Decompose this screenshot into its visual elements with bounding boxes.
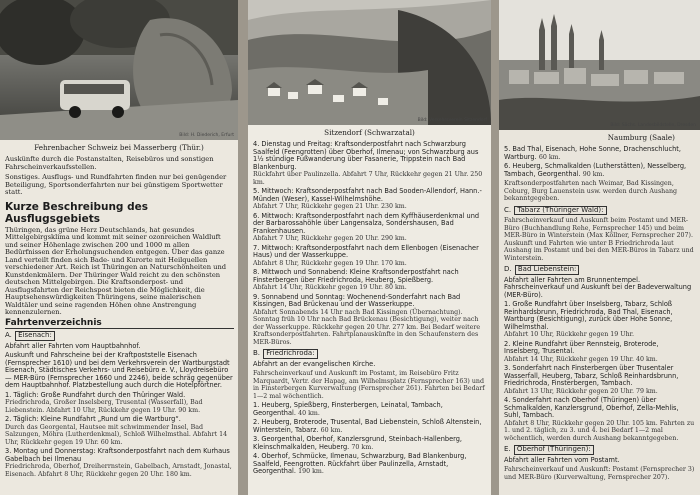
list-item: 4. Oberhof, Schmücke, Ilmenau, Schwarzburg, Bad Blankenburg, Saalfeld, Feengrotten. Rückfahrt über Paulinzella, Arnstadt, Georgenthal. 190 km.: [253, 452, 467, 475]
info-paragraph: Sonstiges. Ausflugs- und Rundfahrten finden nur bei genügender Beteiligung, Sportsonderfahrten nur bei günstigem Sportwetter statt.: [5, 173, 227, 196]
description-text: Thüringen, das grüne Herz Deutschlands, hat gesundes Mittelgebirgsklima und kommt mit seiner ozonreichen Waldluft und seiner Höhenlage zwischen 200 und 1000 m allen Bedürfnissen der Erholungsuchenden entgegen. Über das ganze Land verteilt finden sich Bade- und Kurorte mit Heilquellen verschiedener Art. Reich ist Thüringen an Naturschönheiten und Kunstdenkmälern. Der Thüringer Wald reicht zu den schönsten deutschen Mittelgebirgen. Die Kraftsonderpost- und Ausflugsfahrten der Reichspost bieten die Möglichkeit, die Hauptsehenswürdigkeiten Thüringens, seine malerischen Waldtäler und seine ragenden Höhen ohne Anstrengung kennenzulernen.: [5, 225, 227, 316]
list-item: 3. Georgenthal, Oberhof, Kanzlersgrund, Steinbach-Hallenberg, Kleinschmalkalden, Heuberg. 70 km.: [253, 435, 463, 451]
location-letter: D.: [504, 265, 512, 273]
photo-sitzendorf: [248, 0, 491, 125]
photo-caption: Naumburg (Saale): [607, 133, 675, 142]
list-item: 5. Bad Thal, Eisenach, Hohe Sonne, Drachenschlucht, Wartburg. 60 km.: [504, 145, 681, 161]
page-fold: [238, 0, 248, 495]
list-item: 1. Heuberg, Spießberg, Finsterbergen, Leinatal, Tambach, Georgenthal. 40 km.: [253, 401, 443, 417]
list-item: 5. Mittwoch: Kraftsonderpostfahrt nach Bad Sooden-Allendorf, Hann.-Münden (Weser), Kassel-Wilhelmshöhe. Abfahrt 7 Uhr, Rückkehr gegen 21 Uhr. 230 km.: [253, 187, 482, 210]
brochure-panel-right: [499, 0, 700, 495]
list-item: 9. Sonnabend und Sonntag: Wochenend-Sonderfahrt nach Bad Kissingen, Bad Brückenau und der Wasserkuppe. Abfahrt Sonnabends 14 Uhr nach Bad Kissingen (Übernachtung). Sonntag früh 10 Uhr nach Bad Brückenau (Besichtigung), weiter nach der Wasserkuppe. Rückkehr gegen 20 Uhr. 277 km. Bei Bedarf weitere Kraftsonderpostfahrten. Fahrtplanauskünfte in den Schaufenstern des MER-Büros.: [253, 292, 481, 346]
photo-fehrenbacher-schweiz: [0, 0, 238, 140]
section-heading: Fahrtenverzeichnis: [5, 320, 234, 330]
list-item: Abfahrt an der evangelischen Kirche.: [253, 359, 376, 368]
list-item: Abfahrt aller Fahrten am Brunnentempel. Fahrscheinverkauf und Auskunft bei der Badeverwaltung (MER-Büro).: [504, 275, 692, 299]
list-item: 8. Mittwoch und Sonnabend: Kleine Kraftsonderpostfahrt nach Finsterbergen über Friedrichroda, Heuberg, Spießberg. Abfahrt 14 Uhr, Rückkehr gegen 19 Uhr. 80 km.: [253, 268, 459, 291]
description-heading: Kurze Beschreibung des Ausflugsgebiets: [5, 200, 148, 225]
list-item: Auskunft und Fahrscheine bei der Kraftpoststelle Eisenach (Fernsprecher 1610) und bei dem Verkehrsverein der Wartburgstadt Eisenach, Städtisches Verkehrs- und Reisebüro e. V., Lloydreisebüro — MER-Büro (Fernsprecher 1660 und 2246), beide schräg gegenüber dem Hauptbahnhof. Platzbestellung auch durch die Hotelpförtner.: [5, 351, 233, 389]
location-heading: [5, 331, 234, 341]
photo-credit: Bild: H. Diederich, Erfurt: [179, 133, 234, 138]
location-heading: [253, 349, 487, 359]
list-item: 7. Mittwoch: Kraftsonderpostfahrt nach dem Ellenbogen (Eisenacher Haus) und der Wasserkuppe. Abfahrt 8 Uhr, Rückkehr gegen 19 Uhr. 170 km.: [253, 243, 479, 267]
list-item: 2. Heuberg, Broterode, Trusental, Bad Liebenstein, Schloß Altenstein, Winterstein, Tabarz. 60 km.: [253, 418, 482, 434]
brochure-panel-middle: [248, 0, 491, 495]
info-paragraph: Auskünfte durch die Postanstalten, Reisebüros und sonstigen Fahrscheinverkaufsstellen.: [5, 155, 214, 171]
photo-caption: Fehrenbacher Schweiz bei Masserberg (Thür.): [34, 143, 204, 152]
location-name: Eisenach:: [15, 331, 55, 341]
list-item: Kraftsonderpostfahrten nach Weimar, Bad Kissingen, Coburg, Burg Lauenstein usw. werden durch Aushang bekanntgegeben.: [504, 180, 678, 202]
list-item: Fahrscheinverkauf und Auskunft beim Postamt und MER-Büro (Buchhandlung Rehe, Fernsprecher 145) und beim MER-Büro in Winterstein (Max Köllner, Fernsprecher 207). Auskunft und Fahrten wie unter B Friedrichroda laut Aushang im Postamt und bei den MER-Büros in Tabarz und Winterstein.: [504, 217, 694, 262]
list-item: Abfahrt aller Fahrten vom Hauptbahnhof.: [5, 341, 141, 350]
photo-naumburg: [499, 0, 700, 130]
list-item: 1. Große Rundfahrt über Inselsberg, Tabarz, Schloß Reinhardsbrunn, Friedrichroda, Bad Thal, Eisenach, Wartburg (Besichtigung), zurück über Hohe Sonne, Wilhelmsthal. Abfahrt 10 Uhr, Rückkehr gegen 19 Uhr.: [504, 300, 673, 338]
list-item: 4. Sonderfahrt nach Oberhof (Thüringen) über Schmalkalden, Kanzlersgrund, Oberhof, Zella-Mehlis, Suhl, Tambach. Abfahrt 8 Uhr, Rückkehr gegen 20 Uhr. 105 km. Fahrten zu 1. und 2. täglich, zu 3. und 4. bei Bedarf 1—2 mal wöchentlich, werden durch Aushang bekanntgegeben.: [504, 396, 695, 442]
location-heading: [504, 206, 696, 216]
location-letter: B.: [253, 349, 261, 357]
list-item: 2. Kleine Rundfahrt über Rennsteig, Broterode, Inselsberg, Trusental. Abfahrt 14 Uhr, Rückkehr gegen 19 Uhr. 40 km.: [504, 339, 659, 363]
list-item: 3. Montag und Donnerstag: Kraftsonderpostfahrt nach dem Kurhaus Gabelbach bei Ilmenau Friedrichroda, Oberhof, Dreiherrnstein, Gabelbach, Arnstadt, Jonastal, Eisenach. Abfahrt 8 Uhr, Rückkehr gegen 20 Uhr. 180 km.: [5, 447, 232, 478]
list-item: 6. Mittwoch: Kraftsonderpostfahrt nach dem Kyffhäuserdenkmal und der Barbarossahöhle über Langensalza, Sondershausen, Bad Frankenhausen. Abfahrt 7 Uhr, Rückkehr gegen 20 Uhr. 290 km.: [253, 211, 480, 242]
photo-caption: Sitzendorf (Schwarzatal): [324, 128, 415, 137]
list-item: 1. Täglich: Große Rundfahrt durch den Thüringer Wald. Friedrichroda, Großer Inselsberg, Trusental (Wasserfall), Bad Liebenstein. Abfahrt 10 Uhr, Rückkehr gegen 19 Uhr. 90 km.: [5, 390, 203, 414]
photo-image: [0, 0, 238, 140]
location-name: Bad Liebenstein:: [515, 265, 580, 275]
photo-image: [499, 0, 700, 130]
list-item: Abfahrt aller Fahrten vom Postamt.: [504, 455, 620, 464]
photo-image: [248, 0, 491, 125]
location-heading: [504, 445, 696, 455]
photo-credit: Bild: Sächs. Landesbildstelle, Dresden: [610, 123, 696, 128]
text-column-left: [0, 156, 238, 478]
brochure-panel-left: [0, 0, 238, 495]
location-letter: C.: [504, 205, 512, 214]
location-name: Oberhof (Thüringen):: [514, 445, 594, 455]
location-name: Tabarz (Thüringer Wald):: [514, 206, 606, 216]
list-item: Fahrscheinverkauf und Auskunft: Postamt (Fernsprecher 3) und MER-Büro (Kurverwaltung, Fernsprecher 207).: [504, 466, 695, 481]
location-name: Friedrichroda:: [263, 349, 317, 359]
text-column-middle: [248, 141, 491, 476]
list-item: Fahrscheinverkauf und Auskunft im Postamt, im Reisebüro Fritz Marquardt, Vertr. der Hapag, am Wilhelmsplatz (Fernsprecher 163) und in Finsterbergen Kurverwaltung (Fernsprecher 261). Fahrten bei Bedarf 1—2 mal wöchentlich.: [253, 370, 485, 400]
list-item: 4. Dienstag und Freitag: Kraftsonderpostfahrt nach Schwarzburg Saalfeld (Feengrotten) über Oberhof, Ilmenau; von Schwarzburg aus 1½ stündige Fußwanderung über Fasanerie, Trippstein nach Bad Blankenburg. Rückfahrt über Paulinzella. Abfahrt 7 Uhr, Rückkehr gegen 21 Uhr. 250 km.: [253, 140, 483, 186]
list-item: 2. Täglich: Kleine Rundfahrt „Rund um die Wartburg“. Durch das Georgental, Hautsee mit schwimmender Insel, Bad Salzungen, Möhra (Lutherdenkmal), Schloß Wilhelmsthal. Abfahrt 14 Uhr, Rückkehr gegen 19 Uhr. 60 km.: [5, 415, 228, 446]
text-column-right: [499, 146, 700, 481]
list-item: 3. Sonderfahrt nach Finsterbergen über Trusentaler Wasserfall, Heuberg, Tabarz, Schloß Reinhardsbrunn, Friedrichroda, Finsterbergen, Tambach. Abfahrt 13 Uhr, Rückkehr gegen 20 Uhr. 79 km.: [504, 364, 679, 395]
photo-credit: Bild: Verkehrsverein Sitzendorf: [417, 118, 487, 123]
location-letter: E.: [504, 445, 511, 453]
list-item: 6. Heuberg, Schmalkalden (Lutherstätten), Nesselberg, Tambach, Georgenthal. 90 km.: [504, 162, 687, 178]
location-letter: A.: [5, 331, 12, 339]
page-fold: [491, 0, 499, 495]
location-heading: [504, 265, 696, 275]
